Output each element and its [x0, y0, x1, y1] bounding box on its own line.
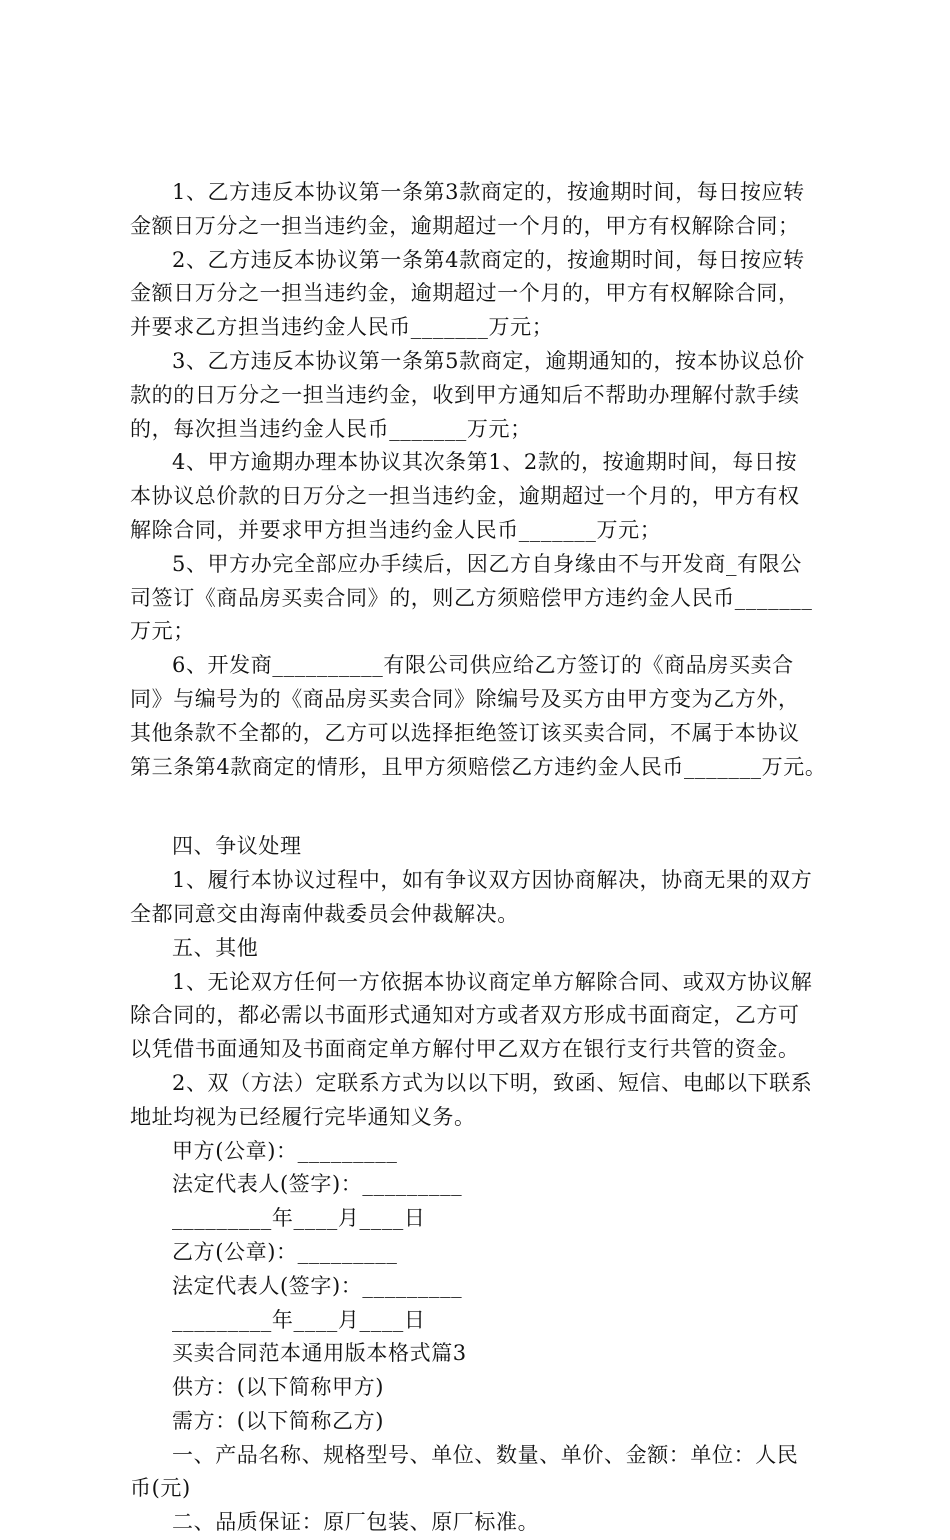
party-b-date: _________年____月____日	[172, 1307, 426, 1332]
section-heading-other: 五、其他	[172, 935, 259, 960]
supplier-line: 供方：(以下简称甲方)	[172, 1375, 384, 1400]
section-gap	[130, 784, 830, 830]
party-b-seal: 乙方(公章)：_________	[172, 1239, 398, 1264]
clause-6-line-1: 6、开发商__________有限公司供应给乙方签订的《商品房买卖合	[172, 653, 794, 678]
dispute-clause-line-2: 全都同意交由海南仲裁委员会仲裁解决。	[130, 901, 519, 926]
next-document-title: 买卖合同范本通用版本格式篇3	[172, 1341, 467, 1366]
party-a-seal: 甲方(公章)：_________	[172, 1138, 398, 1163]
party-a-date: _________年____月____日	[172, 1206, 426, 1231]
clause-1-line-1: 1、乙方违反本协议第一条第3款商定的，按逾期时间，每日按应转	[172, 180, 805, 204]
clause-3-line-3: 的，每次担当违约金人民币_______万元；	[130, 416, 532, 441]
clause-4-line-2: 本协议总价款的日万分之一担当违约金，逾期超过一个月的，甲方有权	[130, 484, 800, 509]
clause-3-line-1: 3、乙方违反本协议第一条第5款商定，逾期通知的，按本协议总价	[172, 348, 805, 373]
clause-3-line-2: 款的的日万分之一担当违约金，收到甲方通知后不帮助办理解付款手续	[130, 382, 800, 407]
buyer-line: 需方：(以下简称乙方)	[172, 1408, 384, 1433]
clause-5-line-2: 司签订《商品房买卖合同》的，则乙方须赔偿甲方违约金人民币_______	[130, 585, 813, 610]
other-clause-1-line-1: 1、无论双方任何一方依据本协议商定单方解除合同、或双方协议解	[172, 969, 813, 994]
other-clause-2-line-2: 地址均视为已经履行完毕通知义务。	[130, 1104, 476, 1129]
party-a-representative: 法定代表人(签字)：_________	[172, 1172, 463, 1197]
section-heading-dispute: 四、争议处理	[172, 834, 302, 859]
other-clause-2-line-1: 2、双（方法）定联系方式为以以下明，致函、短信、电邮以下联系	[172, 1070, 813, 1095]
clause-1-line-2: 金额日万分之一担当违约金，逾期超过一个月的，甲方有权解除合同；	[130, 213, 800, 238]
clause-2-line-2: 金额日万分之一担当违约金，逾期超过一个月的，甲方有权解除合同，	[130, 281, 800, 306]
party-b-representative: 法定代表人(签字)：_________	[172, 1273, 463, 1298]
quality-clause: 二、品质保证：原厂包装、原厂标准。	[172, 1510, 540, 1535]
clause-6-line-4: 第三条第4款商定的情形，且甲方须赔偿乙方违约金人民币_______万元。	[130, 754, 827, 779]
document-body	[130, 176, 830, 1540]
clause-2-line-3: 并要求乙方担当违约金人民币_______万元；	[130, 315, 554, 340]
clause-6-line-2: 同》与编号为的《商品房买卖合同》除编号及买方由甲方变为乙方外，	[130, 686, 800, 711]
dispute-clause-line-1: 1、履行本协议过程中，如有争议双方因协商解决，协商无果的双方	[172, 868, 813, 893]
clause-5-line-3: 万元；	[130, 619, 195, 644]
clause-2-line-1: 2、乙方违反本协议第一条第4款商定的，按逾期时间，每日按应转	[172, 247, 805, 272]
clause-4-line-1: 4、甲方逾期办理本协议其次条第1、2款的，按逾期时间，每日按	[172, 450, 798, 475]
product-clause-line-1: 一、产品名称、规格型号、单位、数量、单价、金额：单位：人民	[172, 1442, 799, 1467]
clause-4-line-3: 解除合同，并要求甲方担当违约金人民币_______万元；	[130, 517, 662, 542]
other-clause-1-line-2: 除合同的，都必需以书面形式通知对方或者双方形成书面商定，乙方可	[130, 1003, 800, 1028]
clause-5-line-1: 5、甲方办完全部应办手续后，因乙方自身缘由不与开发商_有限公	[172, 551, 802, 576]
clause-6-line-3: 其他条款不全都的，乙方可以选择拒绝签订该买卖合同，不属于本协议	[130, 720, 800, 745]
other-clause-1-line-3: 以凭借书面通知及书面商定单方解付甲乙双方在银行支行共管的资金。	[130, 1037, 800, 1062]
product-clause-line-2: 币(元)	[130, 1476, 191, 1501]
